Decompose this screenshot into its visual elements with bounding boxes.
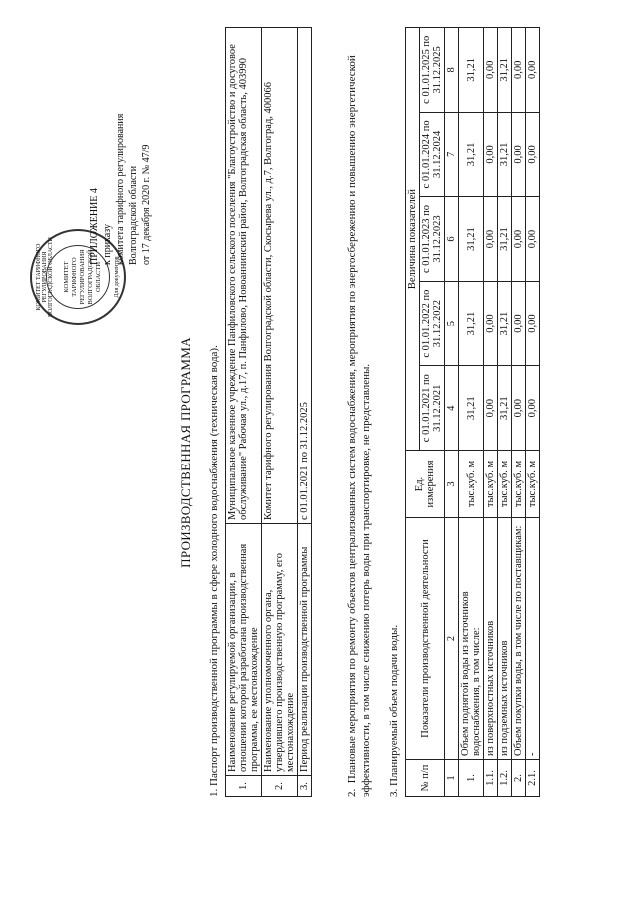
col-period: с 01.01.2021 по 31.12.2021 [420,366,445,451]
row-indicator: из подземных источников [498,518,512,760]
section1-heading: 1. Паспорт производственной программы в сфере холодного водоснабжения (техническая вода). [208,345,220,797]
table-row [298,28,312,797]
index-cell: 6 [445,197,459,282]
col-unit: Ед. измерения [406,451,445,518]
col-period: с 01.01.2025 по 31.12.2025 [420,28,445,113]
row-value: 31,21 [459,28,484,113]
appendix-header [88,25,153,265]
stamp-bottom-text: Для документов [114,256,120,298]
row-number: 2. [512,760,526,797]
table-row [226,28,262,797]
row-indicator: из поверхностных источников [484,518,498,760]
row-value: 0,00 [512,28,526,113]
col-period: с 01.01.2022 по 31.12.2022 [420,281,445,366]
row-value: 0,00 [484,112,498,197]
stamp-line: РЕГУЛИРОВАНИЯ [79,249,86,305]
index-cell: 5 [445,281,459,366]
row-value: 0,00 [484,281,498,366]
row-value: 31,21 [498,197,512,282]
passport-table [225,27,312,797]
stamp-line: ТАРИФНОГО [71,257,78,297]
table-row [498,28,512,797]
row-value: Муниципальное казенное учреждение Панфиловского сельского поселения "Благоустройство и досуговое обслуживание" Рабочая ул., д.17, п. Панфилово, Новоаннинский район, Волгоградская область, 403990 [226,28,262,524]
row-value: 31,21 [459,197,484,282]
row-number: 1.2. [498,760,512,797]
index-cell: 4 [445,366,459,451]
index-cell: 8 [445,28,459,113]
row-label: Наименование уполномоченного органа, утвердившего производственную программу, его местонахождение [262,524,298,776]
row-number: 1. [226,776,262,797]
row-value: 31,21 [459,112,484,197]
table-row [262,28,298,797]
header-row [406,28,420,797]
row-value: 31,21 [498,112,512,197]
section2-body: Плановые мероприятия по ремонту объектов централизованных систем водоснабжения, мероприятия по энергосбережению и повышению энергетической эффективности, в том числе снижению потерь воды при транспортировке, не представлены. [346,55,372,797]
row-value: 0,00 [526,28,540,113]
row-value: 0,00 [512,112,526,197]
col-num: № п/п [406,760,445,797]
table-row [526,28,540,797]
row-number: 1.1. [484,760,498,797]
index-cell: 7 [445,112,459,197]
row-number: 1. [459,760,484,797]
row-value: 0,00 [526,366,540,451]
index-cell: 3 [445,451,459,518]
index-row [445,28,459,797]
row-value: 0,00 [512,281,526,366]
col-period: с 01.01.2023 по 31.12.2023 [420,197,445,282]
row-value: 0,00 [484,366,498,451]
row-indicator: Объем покупки воды, в том числе по поставщикам: [512,518,526,760]
table-row [459,28,484,797]
table-row [512,28,526,797]
row-indicator: - [526,518,540,760]
row-value: 0,00 [512,366,526,451]
appendix-line: к приказу [102,224,113,265]
page-title: ПРОИЗВОДСТВЕННАЯ ПРОГРАММА [178,337,193,568]
row-number: 2. [262,776,298,797]
appendix-line: от 17 декабря 2020 г. № 47/9 [141,144,152,265]
section2-number: 2. [346,788,358,797]
appendix-line: комитета тарифного регулирования [115,113,126,265]
row-value: 0,00 [484,28,498,113]
row-label: Наименование регулируемой организации, в отношении которой разработана производственная программа, ее местонахождение [226,524,262,776]
row-value: Комитет тарифного регулирования Волгоградской области, Скосырева ул., д.7, Волгоград, 400066 [262,28,298,524]
row-unit: тыс.куб. м [459,451,484,518]
table-row [484,28,498,797]
stamp-ring-text: КОМИТЕТ ТАРИФНОГО РЕГУЛИРОВАНИЯ ВОЛГОГРАДСКОЙ ОБЛАСТИ [36,237,54,317]
row-value: 31,21 [459,366,484,451]
section2-text [345,27,373,797]
appendix-line: Волгоградской области [128,165,139,265]
row-value: 31,21 [498,366,512,451]
row-unit: тыс.куб. м [484,451,498,518]
row-unit: тыс.куб. м [526,451,540,518]
stamp-line: ВОЛГОГРАДСКОЙ [87,249,94,305]
row-value: 0,00 [526,112,540,197]
stamp-line: ОБЛАСТИ [95,261,102,293]
row-value: 0,00 [526,197,540,282]
index-cell: 1 [445,760,459,797]
section3-heading: 3. Планируемый объем подачи воды. [388,624,400,797]
row-indicator: Объем поднятой воды из источников водоснабжения, в том числе: [459,518,484,760]
row-number: 3. [298,776,312,797]
row-value: 31,21 [459,281,484,366]
stamp-line: КОМИТЕТ [63,261,70,293]
row-value: 0,00 [526,281,540,366]
appendix-line: ПРИЛОЖЕНИЕ 4 [89,188,100,265]
col-period: с 01.01.2024 по 31.12.2024 [420,112,445,197]
row-value: с 01.01.2021 по 31.12.2025 [298,28,312,524]
index-cell: 2 [445,518,459,760]
volume-table [405,27,540,797]
row-value: 31,21 [498,281,512,366]
row-unit: тыс.куб. м [498,451,512,518]
row-number: 2.1. [526,760,540,797]
col-group: Величина показателей [406,28,420,451]
row-unit: тыс.куб. м [512,451,526,518]
row-label: Период реализации производственной программы [298,524,312,776]
row-value: 0,00 [512,197,526,282]
row-value: 31,21 [498,28,512,113]
row-value: 0,00 [484,197,498,282]
col-indicator: Показатели производственной деятельности [406,518,445,760]
